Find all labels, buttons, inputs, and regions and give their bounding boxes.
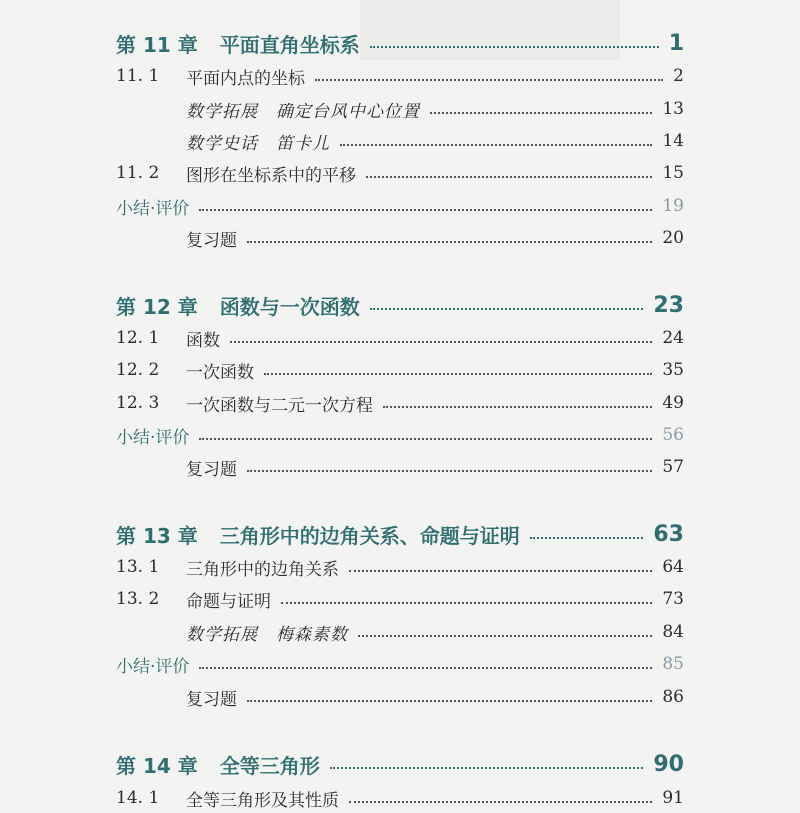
summary-title: 小结·评价	[116, 656, 190, 677]
chapter-label: 第 12 章	[116, 294, 198, 319]
chapter-title: 平面直角坐标系	[219, 32, 360, 57]
section-title: 图形在坐标系中的平移	[186, 165, 356, 186]
page-number: 85	[662, 654, 684, 674]
dot-leader	[230, 339, 652, 343]
section-number: 12. 1	[116, 328, 160, 348]
dot-leader	[340, 142, 652, 146]
page-number: 1	[668, 30, 684, 56]
page-number: 84	[662, 622, 684, 642]
toc-section-13-2[interactable]	[116, 584, 684, 614]
page-number: 2	[673, 66, 684, 86]
page-number: 13	[662, 99, 684, 119]
dot-leader	[383, 404, 652, 408]
dot-leader	[281, 600, 652, 604]
dot-leader	[370, 306, 644, 310]
toc-chapter-12[interactable]	[116, 290, 684, 320]
section-title: 平面内点的坐标	[186, 68, 305, 89]
page-number: 63	[653, 521, 684, 547]
dot-leader	[370, 44, 659, 48]
page-number: 15	[662, 163, 684, 183]
toc-section-11-1[interactable]	[116, 61, 684, 91]
section-number: 14. 1	[116, 788, 160, 808]
section-number: 12. 2	[116, 360, 160, 380]
extension-title: 数学拓展 梅森素数	[186, 624, 348, 645]
review-title: 复习题	[186, 230, 237, 251]
dot-leader	[330, 765, 644, 769]
section-number: 11. 2	[116, 163, 160, 183]
review-title: 复习题	[186, 459, 237, 480]
dot-leader	[247, 698, 652, 702]
section-title: 函数	[186, 330, 220, 351]
toc-extension[interactable]	[116, 126, 684, 156]
dot-leader	[247, 468, 652, 472]
section-number: 12. 3	[116, 393, 160, 413]
dot-leader	[247, 239, 652, 243]
extension-title: 数学史话 笛卡儿	[186, 133, 330, 154]
toc-section-12-1[interactable]	[116, 323, 684, 353]
toc-extension[interactable]	[116, 94, 684, 124]
toc-section-11-2[interactable]	[116, 158, 684, 188]
page-number: 73	[662, 589, 684, 609]
page-number: 14	[662, 131, 684, 151]
chapter-label: 第 13 章	[116, 523, 198, 548]
page-number: 20	[662, 228, 684, 248]
section-number: 13. 1	[116, 557, 160, 577]
dot-leader	[199, 207, 652, 211]
toc-review[interactable]	[116, 682, 684, 712]
toc-chapter-11[interactable]	[116, 28, 684, 58]
section-title: 一次函数与二元一次方程	[186, 395, 373, 416]
dot-leader	[349, 568, 652, 572]
toc-summary[interactable]	[116, 649, 684, 679]
toc-chapter-13[interactable]	[116, 519, 684, 549]
page-number: 56	[662, 425, 684, 445]
dot-leader	[530, 535, 644, 539]
chapter-title: 函数与一次函数	[219, 294, 360, 319]
summary-title: 小结·评价	[116, 198, 190, 219]
dot-leader	[315, 77, 663, 81]
dot-leader	[199, 665, 652, 669]
page-number: 91	[662, 788, 684, 808]
dot-leader	[366, 174, 652, 178]
toc-summary[interactable]	[116, 191, 684, 221]
page-number: 49	[662, 393, 684, 413]
dot-leader	[199, 436, 652, 440]
section-number: 13. 2	[116, 589, 160, 609]
summary-title: 小结·评价	[116, 427, 190, 448]
review-title: 复习题	[186, 689, 237, 710]
page-number: 24	[662, 328, 684, 348]
chapter-title: 全等三角形	[219, 753, 320, 778]
section-title: 一次函数	[186, 362, 254, 383]
page-number: 86	[662, 687, 684, 707]
section-title: 三角形中的边角关系	[186, 559, 339, 580]
page-number: 35	[662, 360, 684, 380]
section-number: 11. 1	[116, 66, 160, 86]
extension-title: 数学拓展 确定台风中心位置	[186, 101, 420, 122]
toc-summary[interactable]	[116, 420, 684, 450]
chapter-label: 第 11 章	[116, 32, 198, 57]
dot-leader	[264, 371, 652, 375]
toc-extension[interactable]	[116, 617, 684, 647]
toc-review[interactable]	[116, 452, 684, 482]
dot-leader	[358, 633, 652, 637]
section-title: 命题与证明	[186, 591, 271, 612]
toc-section-13-1[interactable]	[116, 552, 684, 582]
toc-chapter-14[interactable]	[116, 749, 684, 779]
section-title: 全等三角形及其性质	[186, 790, 339, 811]
chapter-title: 三角形中的边角关系、命题与证明	[219, 523, 520, 548]
toc-section-12-2[interactable]	[116, 355, 684, 385]
chapter-label: 第 14 章	[116, 753, 198, 778]
toc-section-14-1[interactable]	[116, 783, 684, 813]
toc-review[interactable]	[116, 223, 684, 253]
page-number: 23	[653, 292, 684, 318]
dot-leader	[430, 110, 652, 114]
page-number: 19	[662, 196, 684, 216]
toc-section-12-3[interactable]	[116, 388, 684, 418]
page-number: 90	[653, 751, 684, 777]
page-number: 64	[662, 557, 684, 577]
page-number: 57	[662, 457, 684, 477]
